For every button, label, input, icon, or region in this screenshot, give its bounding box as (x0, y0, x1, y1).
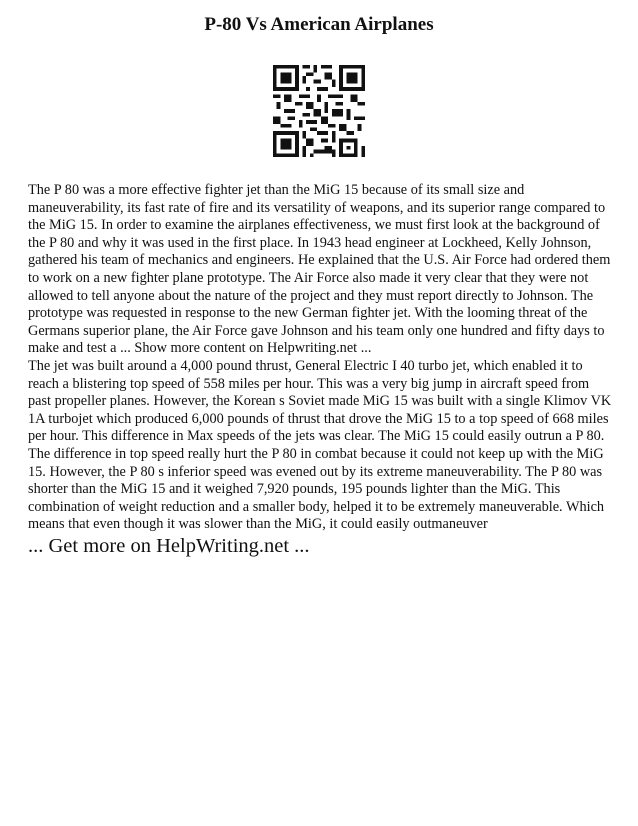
article-body (28, 182, 614, 534)
get-more-link[interactable]: ... Get more on HelpWriting.net ... (28, 535, 310, 557)
qr-code-icon (273, 65, 365, 157)
paragraph-intro: The P 80 was a more effective fighter jet than the MiG 15 because of its small size and maneuverability, its fast rate of fire and its versatility of weapons, and its superior range compared to the MiG 15. In order to examine the airplanes effectiveness, we must first look at the background of the P 80 and why it was used in the first place. In 1943 head engineer at Lockheed, Kelly Johnson, gathered his team of mechanics and engineers. He explained that the U.S. Air Force had ordered them to work on a new fighter plane prototype. The Air Force also made it very clear that they were not allowed to tell anyone about the nature of the project and they must report directly to Johnson. The prototype was requested in response to the new German fighter jet. With the looming threat of the Germans superior plane, the Air Force gave Johnson and his team only one hundred and fifty days to make and test a ... Show more content on Helpwriting.net ... (28, 182, 611, 357)
page-title: P-80 Vs American Airplanes (204, 14, 434, 35)
paragraph-speed: The jet was built around a 4,000 pound thrust, General Electric I 40 turbo jet, which enabled it to reach a blistering top speed of 558 miles per hour. This was a very big jump in aircraft speed from past propeller planes. However, the Korean s Soviet made MiG 15 was built with a single Klimov VK 1A turbojet which produced 6,000 pounds of thrust that drove the MiG 15 to a top speed of 668 miles per hour. This difference in Max speeds of the jets was clear. The MiG 15 could easily outrun a P 80. The difference in top speed really hurt the P 80 in combat because it could not keep up with the MiG 15. However, the P 80 s inferior speed was evened out by its extreme maneuverability. The P 80 was shorter than the MiG 15 and it weighed 7,920 pounds, 195 pounds lighter than the MiG. This combination of weight reduction and a smaller body, helped it to be extremely maneuverable. Which means that even though it was slower than the MiG, it could easily outmaneuver (28, 357, 612, 533)
